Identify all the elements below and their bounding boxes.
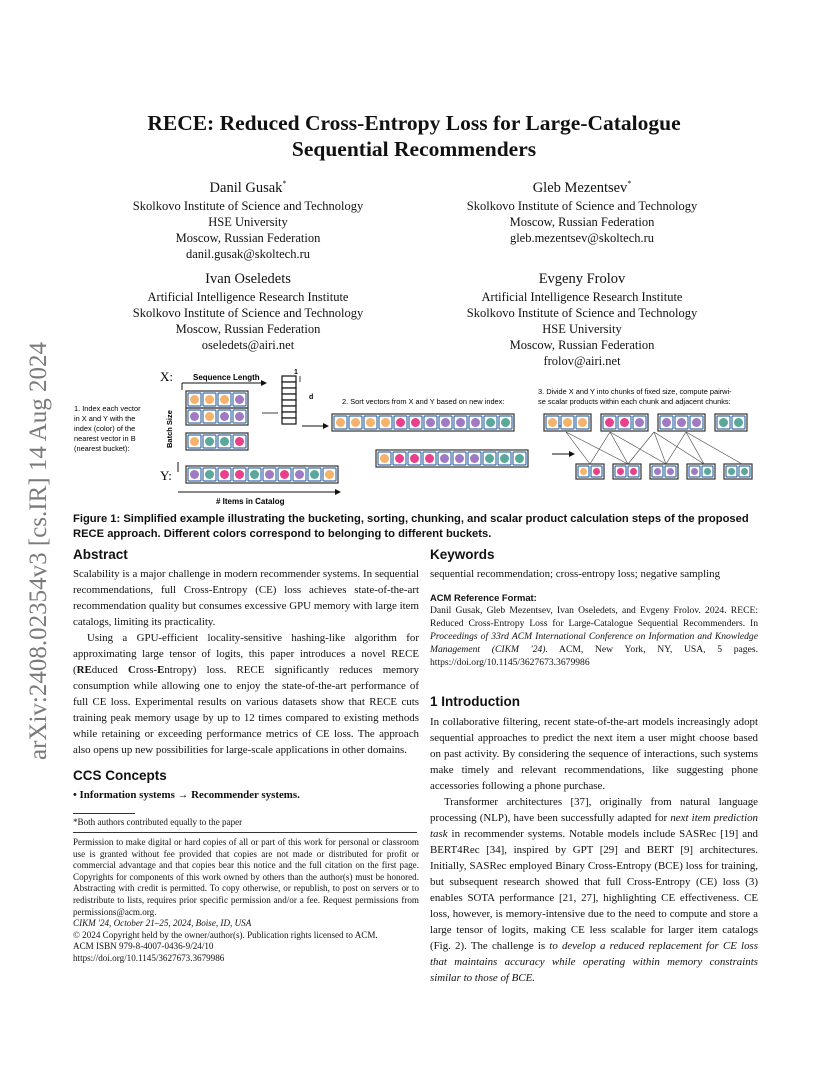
equal-contrib-mark: * xyxy=(627,179,632,188)
bucket-dot-p xyxy=(411,418,420,427)
permission-block xyxy=(73,837,419,965)
abstract-body xyxy=(73,566,419,758)
author-block-1 xyxy=(88,174,408,262)
bucket-dot-g xyxy=(485,454,494,463)
author-affiliation: Artificial Intelligence Research Institute xyxy=(481,290,683,304)
bucket-dot-u xyxy=(677,418,686,427)
author-affiliation: Skolkovo Institute of Science and Technology xyxy=(466,306,698,320)
arxiv-stamp-text: arXiv:2408.02354v3 [cs.IR] 14 Aug 2024 xyxy=(25,341,52,760)
bucket-dot-u xyxy=(691,468,698,475)
bucket-dot-u xyxy=(295,470,304,479)
bucket-dot-o xyxy=(578,418,587,427)
d-label: d xyxy=(309,394,314,401)
bucket-dot-u xyxy=(471,418,480,427)
bucket-dot-g xyxy=(205,470,214,479)
bucket-dot-p xyxy=(220,470,229,479)
bucket-dot-o xyxy=(205,395,214,404)
bucket-dot-u xyxy=(635,418,644,427)
equal-contrib-mark: * xyxy=(282,179,287,188)
acm-ref-text: Danil Gusak, Gleb Mezentsev, Ivan Oseledets, and Evgeny Frolov. 2024. RECE: Reduced Cross-Entropy Loss for Large-Catalogue Sequential Recommenders. In Proceedings of 33rd ACM International Conference on Information and Knowledge Management (CIKM '24). ACM, New York, NY, USA, 5 pages. https://doi.org/10.1145/3627673.3679986 xyxy=(430,605,758,668)
vector-d-cell xyxy=(282,376,296,382)
author-affiliation: Skolkovo Institute of Science and Technology xyxy=(132,306,364,320)
author-email[interactable]: gleb.mezentsev@skoltech.ru xyxy=(509,230,655,245)
bucket-dot-o xyxy=(380,454,389,463)
bucket-dot-g xyxy=(741,468,748,475)
author-affiliation: Skolkovo Institute of Science and Technology xyxy=(466,198,698,213)
bucket-dot-g xyxy=(486,418,495,427)
x-label: X: xyxy=(160,369,173,384)
chunk-connection-line xyxy=(628,432,654,464)
bucket-dot-o xyxy=(381,418,390,427)
bucket-dot-g xyxy=(250,470,259,479)
title-line-1: RECE: Reduced Cross-Entropy Loss for Large-Catalogue xyxy=(147,111,681,135)
figure-caption: Figure 1: Simplified example illustrating the bucketing, sorting, chunking, and scalar product calculation steps of the proposed RECE approach. Different colors correspond to belonging to different buckets. xyxy=(73,513,749,540)
bucket-dot-u xyxy=(190,412,199,421)
bucket-dot-u xyxy=(654,468,661,475)
step2-text: 2. Sort vectors from X and Y based on new index: xyxy=(342,397,505,406)
bucket-dot-u xyxy=(455,454,464,463)
bucket-dot-g xyxy=(220,437,229,446)
bucket-dot-p xyxy=(396,418,405,427)
bucket-dot-p xyxy=(605,418,614,427)
bucket-dot-g xyxy=(734,418,743,427)
vector-d-cell xyxy=(282,388,296,394)
chunk-connection-line xyxy=(566,432,590,464)
author-affiliation: HSE University xyxy=(208,214,288,229)
permission-rule xyxy=(73,832,417,833)
chunk-connection-line xyxy=(654,432,666,464)
bucket-dot-o xyxy=(548,418,557,427)
bucket-dot-o xyxy=(351,418,360,427)
author-location: Moscow, Russian Federation xyxy=(175,230,321,245)
chunk-connection-line xyxy=(686,432,742,464)
bucket-dot-g xyxy=(310,470,319,479)
vector-d-cell xyxy=(282,412,296,418)
bucket-dot-p xyxy=(410,454,419,463)
y-label: Y: xyxy=(160,468,172,483)
bucket-dot-o xyxy=(205,412,214,421)
step1-text: 1. Index each vector in X and Y with the index (color) of the nearest vector in B (nearest bucket): xyxy=(74,404,141,453)
intro-paragraph-2: Transformer architectures [37], originally from natural language processing (NLP), have been successfully adapted for next item prediction task in recommender systems. Notable models include SASRec [19] and BERT4Rec [34], inspired by GPT [29] and BERT [9] architectures. Initially, SASRec employed Binary Cross-Entropy (BCE) loss for training, but subsequent research showed that full Cross-Entropy (CE) loss (3) enables SOTA performance [21, 27], highlighting CE effectiveness. CE loss, however, is memory-intensive due to the need to compute and store a large tensor of logits, making CE less scalable for larger item catalogs (Fig. 2). The challenge is to develop a reduced replacement for CE loss that maintains accuracy while operating within memory constraints similar to those of BCE. xyxy=(430,795,758,984)
acm-ref-heading: ACM Reference Format: xyxy=(430,592,537,603)
bucket-dot-u xyxy=(190,470,199,479)
bucket-dot-o xyxy=(220,395,229,404)
footnote-rule xyxy=(73,813,135,814)
author-email[interactable]: oseledets@airi.net xyxy=(201,338,295,352)
chunk-connection-line xyxy=(666,432,686,464)
bucket-dot-u xyxy=(456,418,465,427)
bucket-dot-p xyxy=(235,470,244,479)
author-name: Ivan Oseledets xyxy=(205,271,291,287)
bucket-dot-u xyxy=(662,418,671,427)
permission-notice: Permission to make digital or hard copies of all or part of this work for personal or classroom use is granted without fee provided that copies are not made or distributed for profit or commercial advantage and that copies bear this notice and the full citation on the first page. Copyrights for components of this work owned by others than the author(s) must be honored. Abstracting with credit is permitted. To copy otherwise, or republish, to post on servers or to redistribute to lists, requires prior specific permission and/or a fee. Request permissions from permissions@acm.org. xyxy=(73,837,419,917)
figure-1 xyxy=(66,366,766,510)
bucket-dot-p xyxy=(395,454,404,463)
paper-title xyxy=(90,110,738,162)
bucket-dot-g xyxy=(501,418,510,427)
title-line-2: Sequential Recommenders xyxy=(291,137,537,161)
bucket-dot-p xyxy=(593,468,600,475)
intro-paragraph-1: In collaborative filtering, recent state-of-the-art models increasingly adopt sequential approaches to predict the next item a user might choose based on past activity. By considering the sequence of interactions, such systems make timely and relevant recommendations, like suggesting phone accessories following a phone purchase. xyxy=(430,715,758,792)
author-affiliation: Artificial Intelligence Research Institute xyxy=(147,290,349,304)
author-block-3 xyxy=(88,269,408,353)
chunk-connection-line xyxy=(654,432,704,464)
bucket-dot-u xyxy=(692,418,701,427)
author-affiliation: HSE University xyxy=(542,322,622,336)
right-column xyxy=(430,547,758,986)
bucket-dot-p xyxy=(235,437,244,446)
sequence-length-label: Sequence Length xyxy=(193,373,260,382)
author-block-4 xyxy=(422,269,742,369)
vector-d-cell xyxy=(282,400,296,406)
ccs-concept: • Information systems → Recommender systems. xyxy=(73,789,300,801)
conference-line: CIKM '24, October 21–25, 2024, Boise, ID, USA xyxy=(73,918,252,929)
bucket-dot-g xyxy=(205,437,214,446)
bucket-dot-p xyxy=(425,454,434,463)
bucket-dot-o xyxy=(325,470,334,479)
vector-d-cell xyxy=(282,382,296,388)
author-location: Moscow, Russian Federation xyxy=(509,338,655,352)
equal-contribution-footnote: *Both authors contributed equally to the paper xyxy=(73,817,243,827)
items-in-catalog-label: # Items in Catalog xyxy=(216,497,285,506)
one-label: 1 xyxy=(294,369,298,376)
abstract-paragraph-2: Using a GPU-efficient locality-sensitive hashing-like algorithm for approximating large tensor of logits, this paper introduces a novel RECE (REduced Cross-Entropy) loss. RECE significantly reduces memory consumption while allowing one to enjoy the state-of-the-art performance of full CE loss. Experimental results on various datasets show that RECE cuts training peak memory usage by up to 12 times compared to existing methods while retaining or exceeding performance metrics of CE loss. The approach also opens up new possibilities for large-scale applications in other domains. xyxy=(73,632,419,756)
bucket-dot-u xyxy=(667,468,674,475)
bucket-dot-g xyxy=(704,468,711,475)
vector-d-cell xyxy=(282,394,296,400)
keywords-text: sequential recommendation; cross-entropy loss; negative sampling xyxy=(430,568,721,580)
author-email[interactable]: frolov@airi.net xyxy=(543,354,621,368)
bucket-dot-g xyxy=(500,454,509,463)
bucket-dot-g xyxy=(515,454,524,463)
bucket-dot-u xyxy=(235,395,244,404)
author-block-2 xyxy=(422,174,742,246)
bucket-dot-p xyxy=(617,468,624,475)
bucket-dot-u xyxy=(220,412,229,421)
copyright-line: © 2024 Copyright held by the owner/author(s). Publication rights licensed to ACM. xyxy=(73,929,378,940)
bucket-dot-o xyxy=(336,418,345,427)
chunk-connection-line xyxy=(590,432,610,464)
bucket-dot-u xyxy=(265,470,274,479)
bucket-dot-o xyxy=(366,418,375,427)
bucket-dot-o xyxy=(563,418,572,427)
keywords-heading: Keywords xyxy=(430,547,495,562)
arxiv-side-stamp xyxy=(2,290,66,760)
bucket-dot-p xyxy=(620,418,629,427)
author-name: Gleb Mezentsev xyxy=(532,179,628,196)
vector-d-cell xyxy=(282,418,296,424)
author-email[interactable]: danil.gusak@skoltech.ru xyxy=(186,246,310,261)
author-affiliation: Skolkovo Institute of Science and Technology xyxy=(132,198,364,213)
bucket-dot-u xyxy=(441,418,450,427)
intro-body xyxy=(430,714,758,986)
bucket-dot-g xyxy=(728,468,735,475)
step3-text: 3. Divide X and Y into chunks of fixed size, compute pairwi- se scalar products within each chunk and adjacent chunks: xyxy=(538,387,732,406)
abstract-heading: Abstract xyxy=(73,547,128,562)
bucket-dot-g xyxy=(719,418,728,427)
vector-d-cell xyxy=(282,406,296,412)
abstract-paragraph-1: Scalability is a major challenge in modern recommender systems. In sequential recommendations, full Cross-Entropy (CE) loss achieves state-of-the-art recommendation quality but consumes excessive GPU memory with large item catalogs, limiting its practicality. xyxy=(73,568,419,628)
bucket-dot-u xyxy=(426,418,435,427)
author-name: Evgeny Frolov xyxy=(538,271,626,287)
author-location: Moscow, Russian Federation xyxy=(509,214,655,229)
bucket-dot-p xyxy=(280,470,289,479)
bucket-dot-u xyxy=(440,454,449,463)
doi-link[interactable]: https://doi.org/10.1145/3627673.3679986 xyxy=(73,952,225,963)
bucket-dot-u xyxy=(235,412,244,421)
author-name: Danil Gusak xyxy=(209,179,283,196)
bucket-dot-u xyxy=(470,454,479,463)
bucket-dot-o xyxy=(580,468,587,475)
author-location: Moscow, Russian Federation xyxy=(175,322,321,336)
left-column xyxy=(73,547,419,803)
bucket-dot-p xyxy=(630,468,637,475)
batch-size-label: Batch Size xyxy=(165,410,174,448)
isbn-line: ACM ISBN 979-8-4007-0436-9/24/10 xyxy=(73,941,214,952)
bucket-dot-o xyxy=(190,395,199,404)
intro-heading: 1 Introduction xyxy=(430,693,520,709)
bucket-dot-o xyxy=(190,437,199,446)
ccs-heading: CCS Concepts xyxy=(73,768,167,783)
